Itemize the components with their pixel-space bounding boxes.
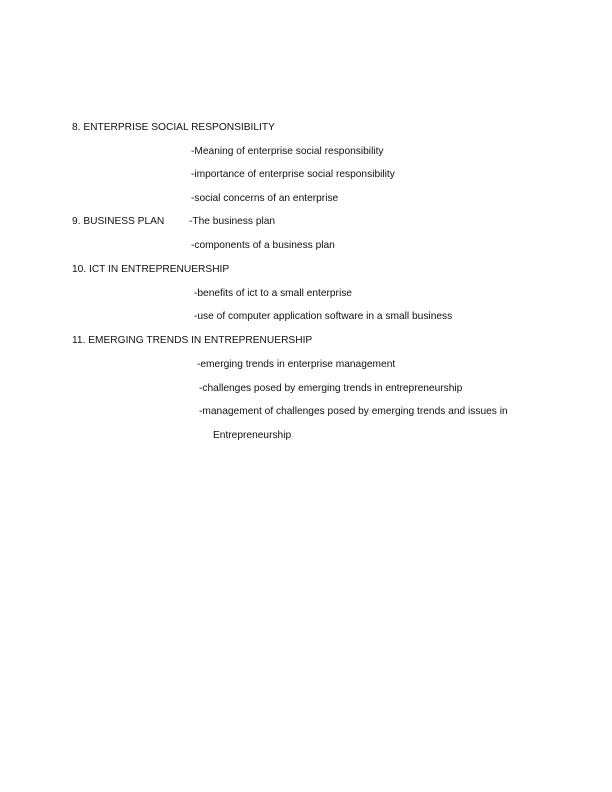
section-item: -challenges posed by emerging trends in entrepreneurship <box>199 383 463 394</box>
section-item: -components of a business plan <box>191 240 335 251</box>
section-item: -The business plan <box>189 216 276 227</box>
section-item: -benefits of ict to a small enterprise <box>194 288 352 299</box>
section-heading-8: 8. ENTERPRISE SOCIAL RESPONSIBILITY <box>72 122 275 133</box>
section-heading-10: 10. ICT IN ENTREPRENUERSHIP <box>72 264 230 275</box>
section-item: -emerging trends in enterprise management <box>197 359 396 370</box>
section-heading-11: 11. EMERGING TRENDS IN ENTREPRENUERSHIP <box>72 335 313 346</box>
section-item-continuation: Entrepreneurship <box>213 430 292 441</box>
section-item: -social concerns of an enterprise <box>191 193 339 204</box>
section-item: -use of computer application software in a small business <box>194 311 453 322</box>
section-heading-9: 9. BUSINESS PLAN <box>72 216 165 227</box>
section-item: -management of challenges posed by emerging trends and issues in <box>199 406 508 417</box>
section-item: -Meaning of enterprise social responsibility <box>191 146 384 157</box>
section-item: -importance of enterprise social responsibility <box>191 169 395 180</box>
